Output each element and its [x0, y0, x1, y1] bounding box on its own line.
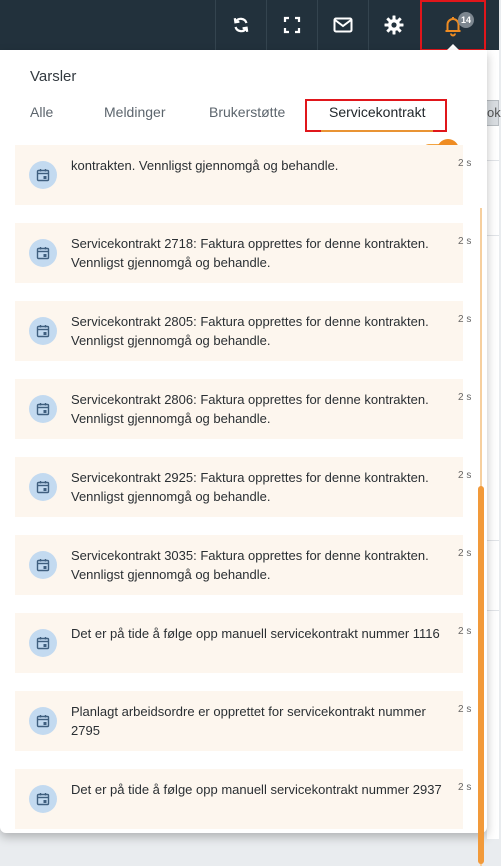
notification-item[interactable] [15, 457, 463, 517]
calendar-icon [29, 473, 57, 501]
notification-timestamp: 2 s [458, 314, 472, 325]
background-divider [487, 235, 499, 236]
notification-list [0, 158, 487, 833]
calendar-icon [29, 395, 57, 423]
notification-item[interactable] [15, 379, 463, 439]
background-ok-button: ok [484, 100, 499, 126]
notification-text: Servicekontrakt 2925: Faktura opprettes for denne kontrakten. Vennligst gjennomgå og behandle. [71, 470, 429, 504]
background-divider [487, 610, 499, 611]
mail-button[interactable] [317, 0, 368, 50]
tab-messages[interactable]: Meldinger [104, 104, 166, 120]
calendar-icon [29, 707, 57, 735]
notification-timestamp: 2 s [458, 548, 472, 559]
scrollbar-thumb[interactable] [478, 486, 484, 864]
mail-icon [333, 17, 353, 33]
notification-item[interactable] [15, 145, 463, 205]
notification-text: Servicekontrakt 2805: Faktura opprettes for denne kontrakten. Vennligst gjennomgå og behandle. [71, 314, 429, 348]
notification-timestamp: 2 s [458, 782, 472, 793]
notification-timestamp: 2 s [458, 158, 472, 169]
notification-timestamp: 2 s [458, 626, 472, 637]
notification-text: Servicekontrakt 3035: Faktura opprettes for denne kontrakten. Vennligst gjennomgå og behandle. [71, 548, 429, 582]
background-page [487, 50, 499, 839]
background-divider [487, 540, 499, 541]
notification-item[interactable] [15, 223, 463, 283]
scrollbar[interactable] [475, 208, 487, 866]
calendar-icon [29, 161, 57, 189]
refresh-button[interactable] [215, 0, 266, 50]
panel-title: Varsler [30, 68, 77, 85]
notification-item[interactable] [15, 613, 463, 673]
fullscreen-icon [284, 17, 300, 33]
settings-button[interactable] [368, 0, 419, 50]
notification-item[interactable] [15, 769, 463, 829]
notification-timestamp: 2 s [458, 470, 472, 481]
refresh-icon [231, 15, 251, 35]
notifications-panel [0, 50, 487, 833]
notification-text: Servicekontrakt 2806: Faktura opprettes for denne kontrakten. Vennligst gjennomgå og behandle. [71, 392, 429, 426]
notification-text: Planlagt arbeidsordre er opprettet for servicekontrakt nummer 2795 [71, 704, 426, 738]
notification-timestamp: 2 s [458, 236, 472, 247]
notification-item[interactable] [15, 691, 463, 751]
active-tab-underline [321, 130, 433, 132]
active-tab-highlight [305, 99, 447, 132]
notification-count-badge: 14 [458, 12, 474, 28]
notification-text: Det er på tide å følge opp manuell servicekontrakt nummer 2937 [71, 782, 442, 797]
fullscreen-button[interactable] [266, 0, 317, 50]
calendar-icon [29, 239, 57, 267]
top-bar [0, 0, 499, 50]
calendar-icon [29, 629, 57, 657]
notification-timestamp: 2 s [458, 704, 472, 715]
notification-text: Det er på tide å følge opp manuell servicekontrakt nummer 1116 [71, 626, 440, 641]
calendar-icon [29, 785, 57, 813]
background-divider [487, 160, 499, 161]
notification-item[interactable] [15, 535, 463, 595]
settings-icon [384, 15, 404, 35]
calendar-icon [29, 551, 57, 579]
notification-item[interactable] [15, 301, 463, 361]
notification-text: Servicekontrakt 2718: Faktura opprettes for denne kontrakten. Vennligst gjennomgå og behandle. [71, 236, 429, 270]
calendar-icon [29, 317, 57, 345]
notification-text: kontrakten. Vennligst gjennomgå og behandle. [71, 158, 339, 173]
tab-support[interactable]: Brukerstøtte [209, 104, 286, 120]
tab-service-contract[interactable]: Servicekontrakt [329, 104, 426, 120]
tab-all[interactable]: Alle [30, 104, 54, 120]
notification-timestamp: 2 s [458, 392, 472, 403]
